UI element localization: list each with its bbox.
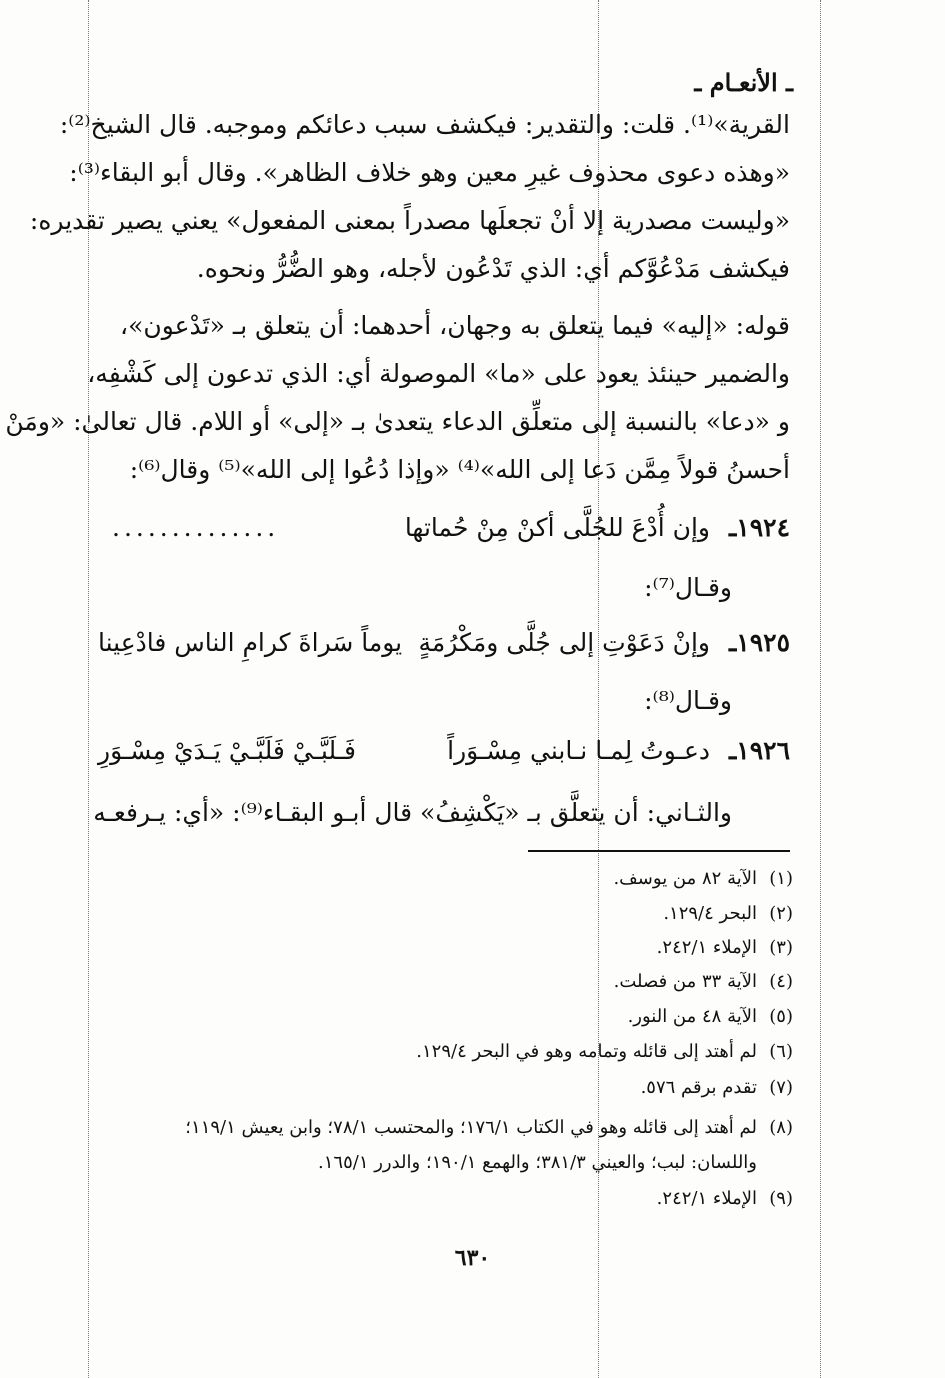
text-line: «وليست مصدرية إلا أنْ تجعلَها مصدراً بمعنى المفعول» يعني يصير تقديره: bbox=[29, 206, 790, 235]
verse-intro: وقـال⁽⁷⁾: bbox=[644, 573, 732, 602]
page-number: ٦٣٠ bbox=[454, 1245, 491, 1271]
footnote: (٥)الآية ٤٨ من النور. bbox=[627, 1006, 793, 1027]
verse-1925 bbox=[98, 630, 790, 666]
margin-guide-right bbox=[820, 0, 821, 1378]
verse-second-hemistich: يوماً سَراةَ كرامِ الناس فادْعِينا bbox=[98, 628, 403, 657]
verse-number: ١٩٢٥ـ bbox=[728, 628, 790, 657]
text-line: فيكشف مَدْعُوَّكم أي: الذي تَدْعُون لأجله، وهو الضُّرُّ ونحوه. bbox=[196, 254, 790, 283]
footnote: (١)الآية ٨٢ من يوسف. bbox=[613, 868, 793, 889]
text-line: والضمير حينئذ يعود على «ما» الموصولة أي: الذي تدعون إلى كَشْفِه، bbox=[87, 359, 790, 388]
footnote-divider bbox=[528, 850, 790, 852]
verse-1926 bbox=[98, 738, 790, 774]
verse-number: ١٩٢٦ـ bbox=[728, 736, 790, 765]
footnote: (٤)الآية ٣٣ من فصلت. bbox=[613, 971, 793, 992]
text-line: أحسنُ قولاً مِمَّن دَعا إلى الله»⁽⁴⁾ «وإذا دُعُوا إلى الله»⁽⁵⁾ وقال⁽⁶⁾: bbox=[129, 455, 790, 484]
footnote-continuation: واللسان: لبب؛ والعيني ٣٨١/٣؛ والهمع ١٩٠/١؛ والدرر ١٦٥/١. bbox=[318, 1152, 757, 1173]
verse-second-hemistich: فَـلَبَّـيْ فَلَبَّـيْ يَـدَيْ مِسْـوَرِ bbox=[98, 736, 357, 765]
verse-second-hemistich: .............. bbox=[112, 513, 280, 542]
text-line: و «دعا» بالنسبة إلى متعلِّق الدعاء يتعدىٰ بـ «إلى» أو اللام. قال تعالىٰ: «ومَنْ bbox=[5, 407, 790, 436]
text-line: قوله: «إليه» فيما يتعلق به وجهان، أحدهما: أن يتعلق بـ «تَدْعون»، bbox=[120, 311, 790, 340]
text-line: «وهذه دعوى محذوف غيرِ معين وهو خلاف الظاهر». وقال أبو البقاء⁽³⁾: bbox=[69, 158, 790, 187]
footnote: (٧)تقدم برقم ٥٧٦. bbox=[640, 1077, 793, 1098]
verse-first-hemistich: وإنْ دَعَوْتِ إلى جُلَّى ومَكْرُمَةٍ bbox=[418, 628, 710, 657]
footnote: (٩)الإملاء ٢٤٢/١. bbox=[656, 1188, 793, 1209]
footnote: (٣)الإملاء ٢٤٢/١. bbox=[656, 937, 793, 958]
text-line: القرية»⁽¹⁾. قلت: والتقدير: فيكشف سبب دعائكم وموجبه. قال الشيخ⁽²⁾: bbox=[59, 110, 790, 139]
footnote: (٢)البحر ١٢٩/٤. bbox=[663, 903, 793, 924]
verse-first-hemistich: دعـوتُ لِمـا نـابني مِسْـوَراً bbox=[447, 736, 710, 765]
footnote: (٨)لم أهتد إلى قائله وهو في الكتاب ١٧٦/١؛ والمحتسب ٧٨/١؛ وابن يعيش ١١٩/١؛ bbox=[185, 1117, 793, 1138]
closing-line: والثـاني: أن يتعلَّق بـ «يَكْشِفُ» قال أبـو البقـاء⁽⁹⁾: «أي: يـرفعـه bbox=[93, 798, 732, 827]
verse-1924 bbox=[98, 515, 790, 551]
running-title: ـ الأنعـام ـ bbox=[694, 68, 793, 97]
verse-number: ١٩٢٤ـ bbox=[728, 513, 790, 542]
verse-intro: وقـال⁽⁸⁾: bbox=[644, 686, 732, 715]
footnote: (٦)لم أهتد إلى قائله وتمامه وهو في البحر ١٢٩/٤. bbox=[416, 1041, 793, 1062]
verse-first-hemistich: وإن أُدْعَ للجُلَّى أكنْ مِنْ حُماتها bbox=[404, 513, 710, 542]
